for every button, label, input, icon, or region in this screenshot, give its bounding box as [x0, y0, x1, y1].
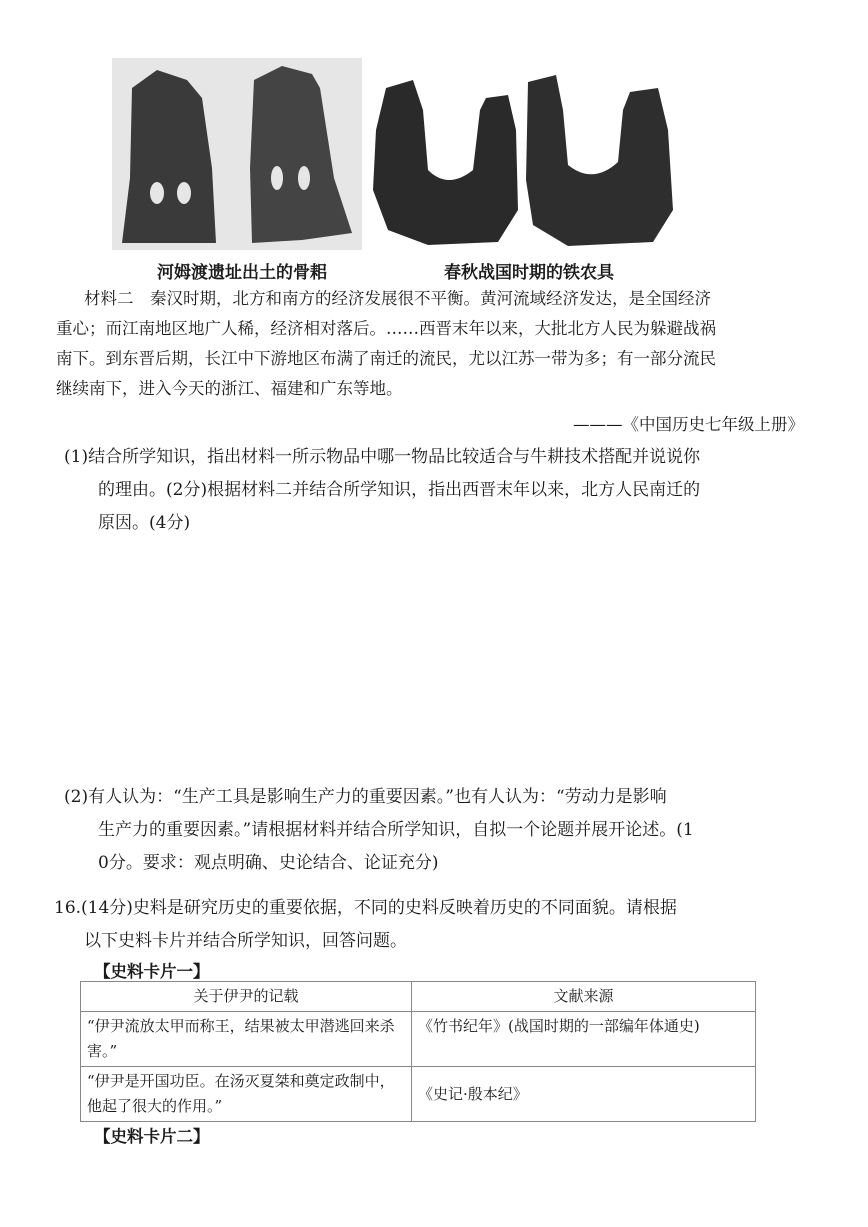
material2-line: 重心；而江南地区地广人稀，经济相对落后。……西晋末年以来，大批北方人民为躲避战祸 — [56, 319, 716, 338]
question-1-line: 的理由。(2分)根据材料二并结合所学知识，指出西晋末年以来，北方人民南迁的 — [98, 480, 701, 500]
table-row — [81, 1067, 756, 1122]
question-16-line: 16.(14分)史料是研究历史的重要依据，不同的史料反映着历史的不同面貌。请根据 — [54, 898, 677, 918]
record-cell: “伊尹是开国功臣。在汤灭夏桀和奠定政制中，他起了很大的作用。” — [81, 1067, 412, 1122]
material2-source: ———《中国历史七年级上册》 — [573, 415, 804, 434]
card-1-title: 【史料卡片一】 — [94, 962, 210, 981]
source-cell: 《竹书纪年》(战国时期的一部编年体通史) — [412, 1012, 756, 1067]
question-16-line: 以下史料卡片并结合所学知识，回答问题。 — [84, 931, 407, 951]
table-row — [81, 1012, 756, 1067]
bone-tools-caption: 河姆渡遗址出土的骨耜 — [157, 263, 327, 283]
column-header-record: 关于伊尹的记载 — [81, 982, 412, 1012]
column-header-source: 文献来源 — [412, 982, 756, 1012]
question-2-line: (2)有人认为：“生产工具是影响生产力的重要因素。”也有人认为：“劳动力是影响 — [64, 787, 667, 807]
material2-line: 材料二 秦汉时期，北方和南方的经济发展很不平衡。黄河流域经济发达，是全国经济 — [84, 289, 711, 308]
question-1-line: (1)结合所学知识，指出材料一所示物品中哪一物品比较适合与牛耕技术搭配并说说你 — [64, 447, 701, 467]
question-1 — [64, 441, 700, 540]
bone-tools-illustration — [112, 58, 362, 250]
question-2-line: 0分。要求：观点明确、史论结合、论证充分) — [98, 853, 439, 873]
material2-line: 南下。到东晋后期，长江中下游地区布满了南迁的流民，尤以江苏一带为多；有一部分流民 — [56, 349, 716, 368]
question-1-line: 原因。(4分) — [98, 513, 191, 533]
card-2-title: 【史料卡片二】 — [94, 1127, 210, 1146]
question-2 — [64, 781, 694, 880]
iron-tools-photo — [368, 70, 678, 250]
card-1-table-wrap — [80, 981, 756, 1122]
iron-tools-illustration — [368, 70, 678, 250]
material2-passage — [56, 284, 716, 404]
source-cell: 《史记·殷本纪》 — [412, 1067, 756, 1122]
table-header-row — [81, 982, 756, 1012]
question-2-line: 生产力的重要因素。”请根据材料并结合所学知识，自拟一个论题并展开论述。(1 — [98, 820, 694, 840]
question-16 — [54, 892, 677, 958]
material2-line: 继续南下，进入今天的浙江、福建和广东等地。 — [56, 379, 403, 398]
iron-tools-caption: 春秋战国时期的铁农具 — [444, 263, 614, 283]
bone-tools-photo — [112, 58, 362, 250]
record-cell: “伊尹流放太甲而称王，结果被太甲潜逃回来杀害。” — [81, 1012, 412, 1067]
card-1-table — [80, 981, 756, 1122]
